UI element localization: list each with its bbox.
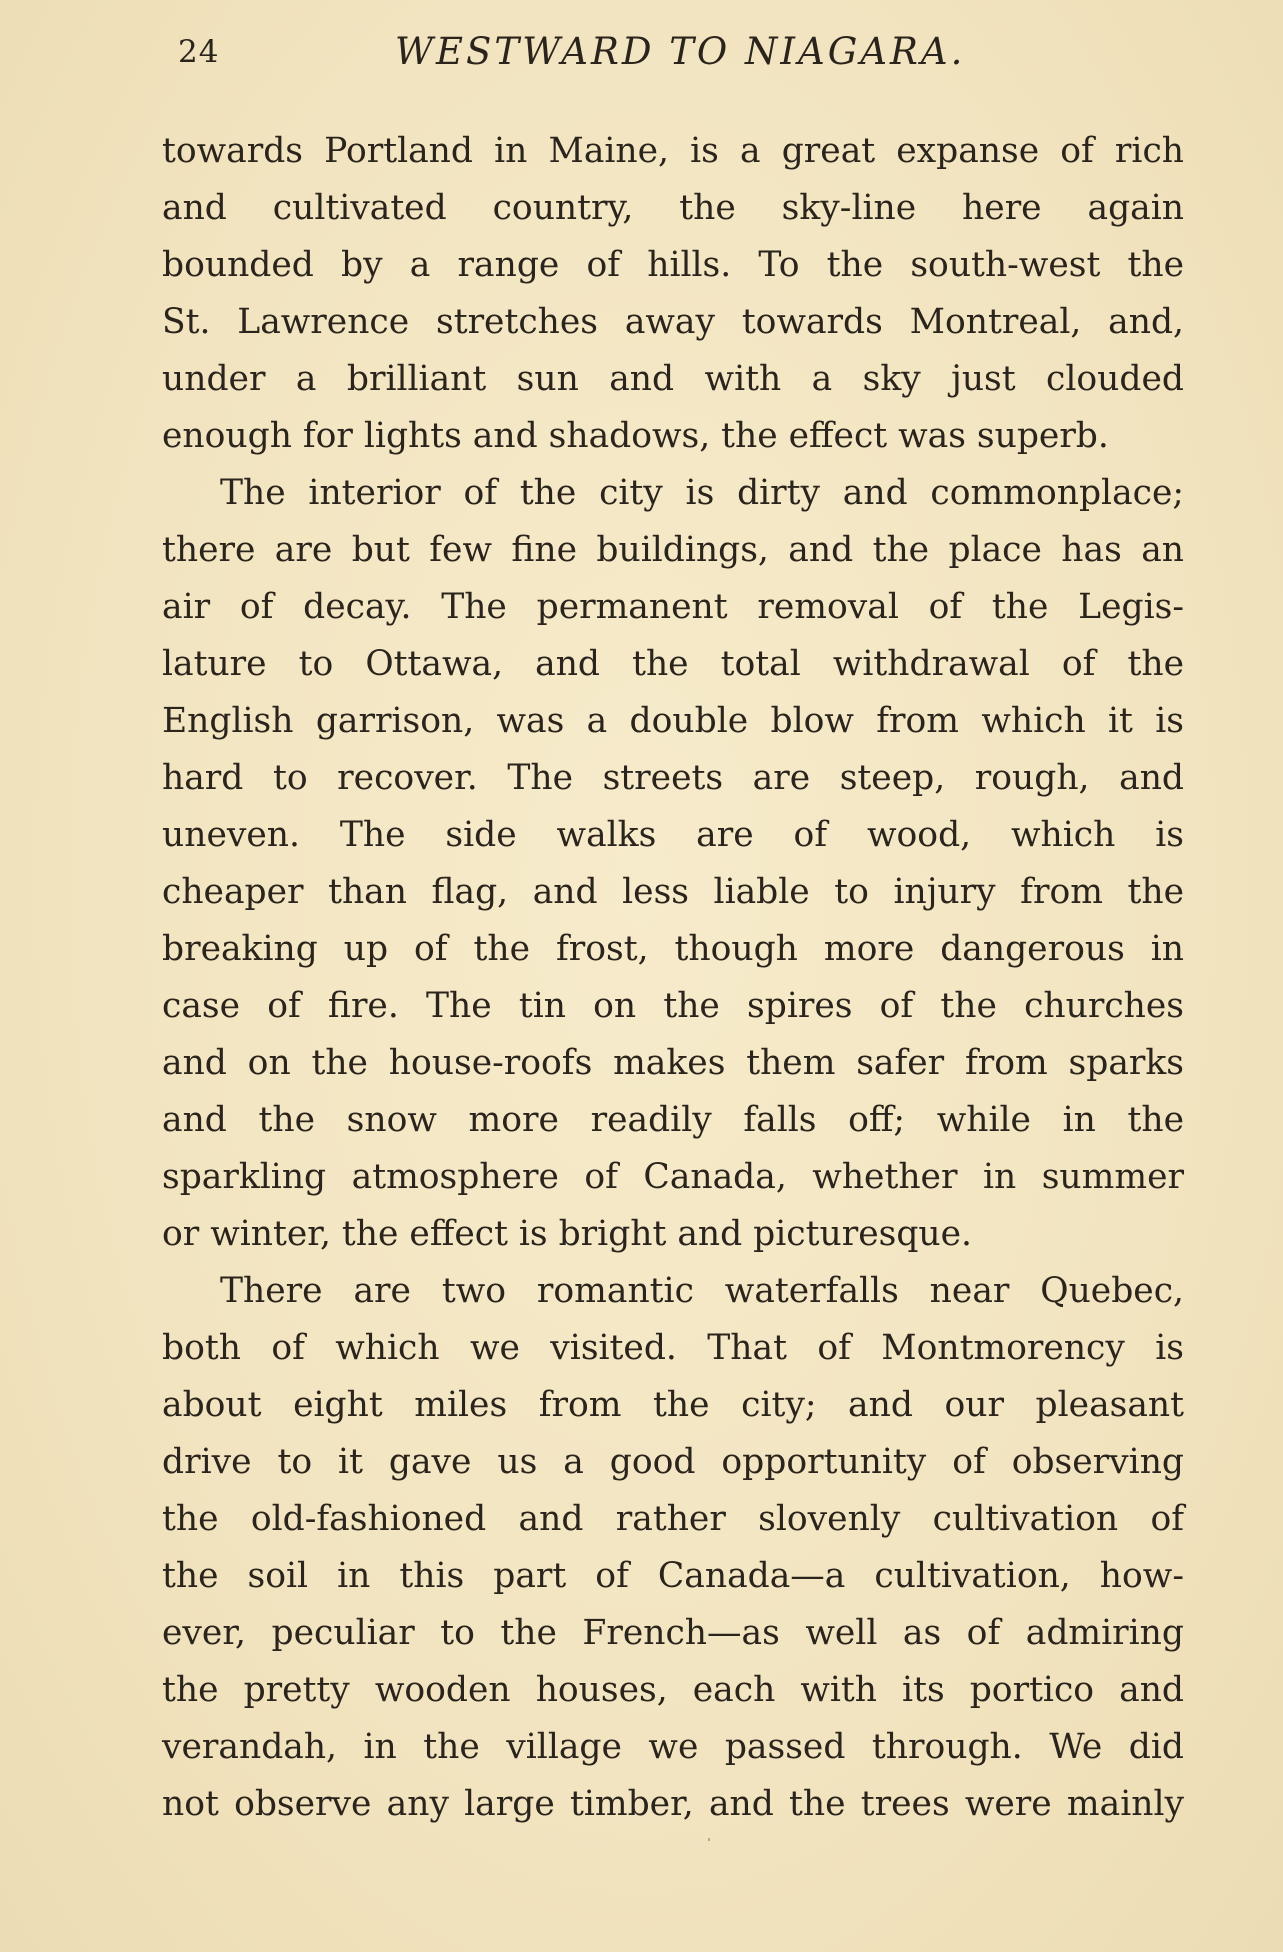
text-line: air of decay. The permanent removal of the Legis- — [162, 587, 1184, 627]
text-line: the soil in this part of Canada—a cultivation, how- — [162, 1556, 1184, 1596]
text-line: English garrison, was a double blow from which it is — [162, 701, 1184, 741]
text-line: and cultivated country, the sky-line here again — [162, 188, 1184, 228]
text-line: hard to recover. The streets are steep, rough, and — [162, 758, 1184, 798]
text-line: ever, peculiar to the French—as well as of admiring — [162, 1613, 1184, 1653]
paragraph-start-line: The interior of the city is dirty and commonplace; — [220, 473, 1184, 513]
text-line: towards Portland in Maine, is a great expanse of rich — [162, 131, 1184, 171]
text-line: or winter, the effect is bright and picturesque. — [162, 1214, 973, 1254]
text-line: and on the house-roofs makes them safer from sparks — [162, 1043, 1184, 1083]
running-head — [0, 26, 1283, 86]
paragraph-start-line: There are two romantic waterfalls near Quebec, — [220, 1271, 1184, 1311]
text-line: the old-fashioned and rather slovenly cultivation of — [162, 1499, 1184, 1539]
text-line: lature to Ottawa, and the total withdrawal of the — [162, 644, 1184, 684]
text-line: sparkling atmosphere of Canada, whether in summer — [162, 1157, 1184, 1197]
text-line: case of fire. The tin on the spires of the churches — [162, 986, 1184, 1026]
text-line: cheaper than flag, and less liable to injury from the — [162, 872, 1184, 912]
text-line: under a brilliant sun and with a sky just clouded — [162, 359, 1184, 399]
text-line: breaking up of the frost, though more dangerous in — [162, 929, 1184, 969]
text-line: not observe any large timber, and the trees were mainly — [162, 1784, 1184, 1824]
text-line: about eight miles from the city; and our pleasant — [162, 1385, 1184, 1425]
text-line: both of which we visited. That of Montmorency is — [162, 1328, 1184, 1368]
body-text — [162, 123, 1184, 1833]
text-line: verandah, in the village we passed through. We did — [162, 1727, 1184, 1767]
text-line: St. Lawrence stretches away towards Montreal, and, — [162, 302, 1184, 342]
text-line: the pretty wooden houses, each with its portico and — [162, 1670, 1184, 1710]
text-line: uneven. The side walks are of wood, which is — [162, 815, 1184, 855]
text-line: enough for lights and shadows, the effect was superb. — [162, 416, 1109, 456]
text-line: there are but few fine buildings, and the place has an — [162, 530, 1184, 570]
page-number: 24 — [178, 34, 220, 70]
text-line: drive to it gave us a good opportunity of observing — [162, 1442, 1184, 1482]
text-line: bounded by a range of hills. To the south-west the — [162, 245, 1184, 285]
running-title: WESTWARD TO NIAGARA. — [395, 30, 966, 73]
text-line: and the snow more readily falls off; while in the — [162, 1100, 1184, 1140]
paper-speck — [708, 1838, 710, 1841]
